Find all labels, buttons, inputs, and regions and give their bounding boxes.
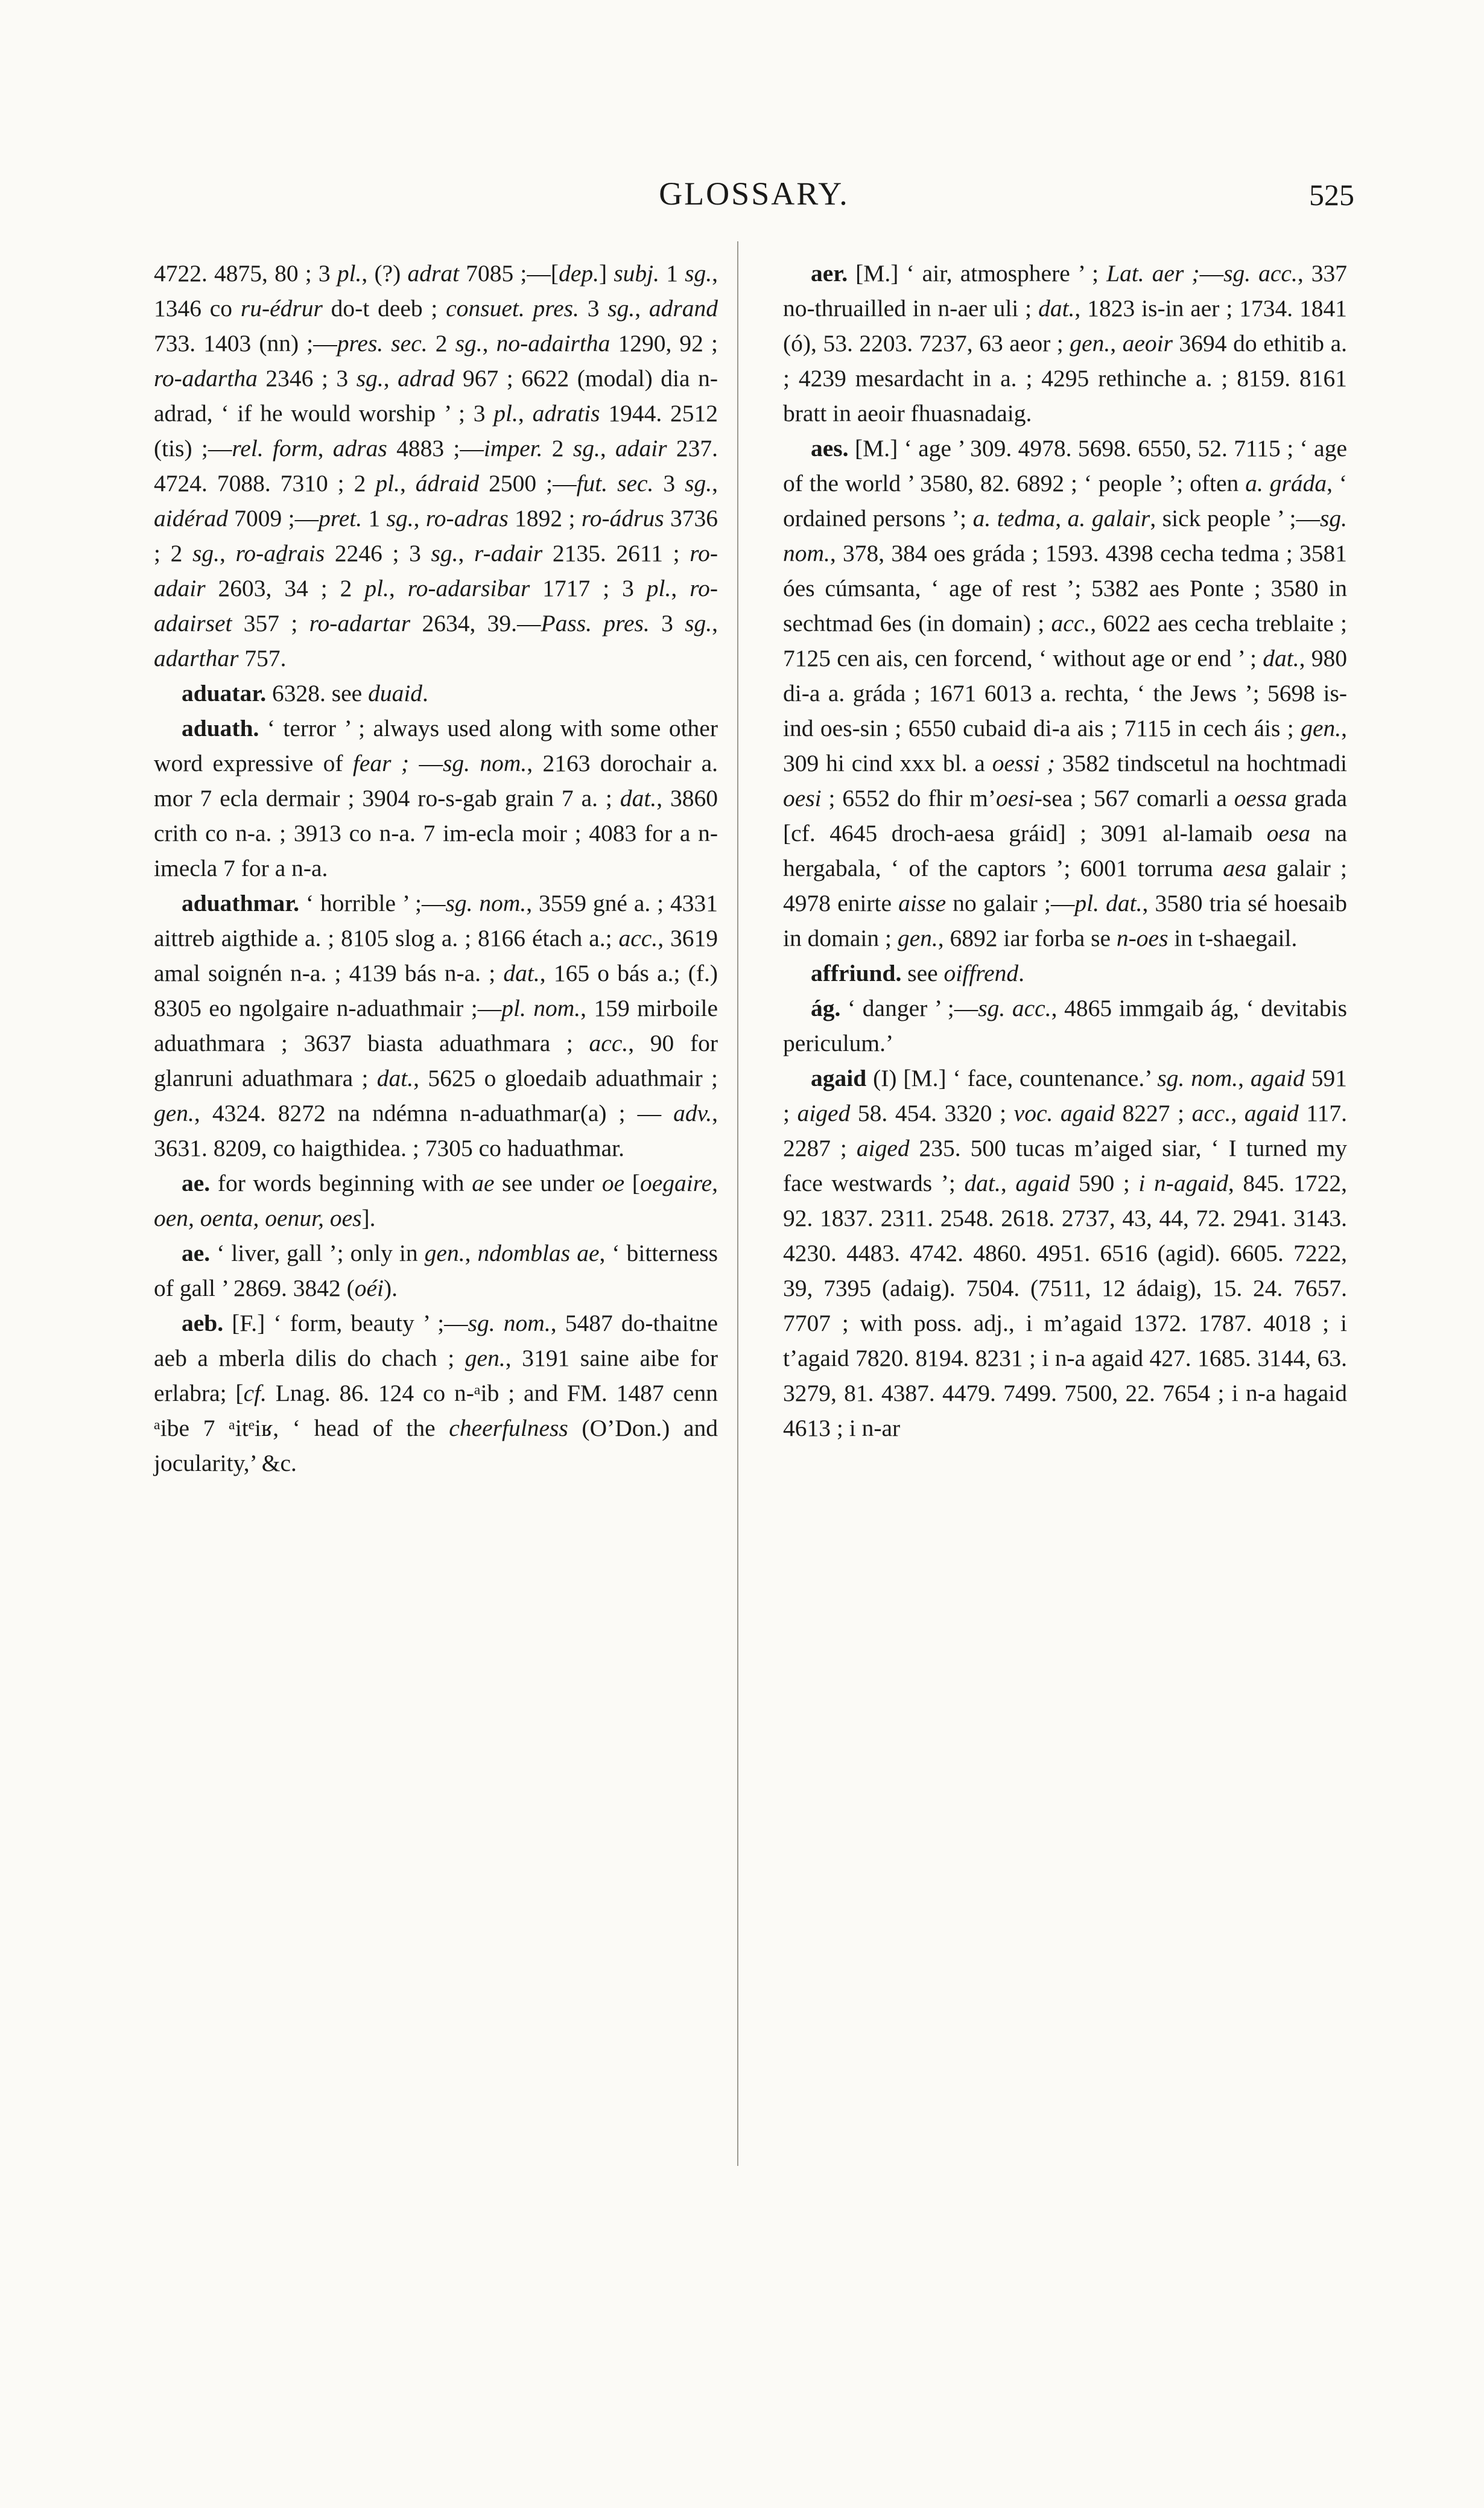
page-title: GLOSSARY. — [659, 176, 849, 212]
glossary-entry: ae. for words beginning with ae see under oe [oegaire, oen, oenta, oenur, oes]. — [154, 1170, 718, 1231]
glossary-entry: aduatar. 6328. see duaid. — [182, 680, 428, 706]
left-column — [154, 256, 718, 1481]
glossary-entry: aduathmar. ‘ horrible ’ ;—sg. nom., 3559 gné a. ; 4331 aittreb aigthide a. ; 8105 slog a. ; 8166 étach a.; acc., 3619 amal soignén n-a. ; 4139 bás n-a. ; dat., 165 o bás a.; (f.) 8305 eo ngolgaire n-aduathmair ;—pl. nom., 159 mirboile aduathmara ; 3637 biasta aduathmara ; acc., 90 for glanruni aduathmara ; dat., 5625 o gloedaib aduathmair ; gen., 4324. 8272 na ndémna n-aduathmar(a) ; — adv., 3631. 8209, co haigthidea. ; 7305 co haduathmar. — [154, 890, 718, 1161]
page-content — [154, 175, 1354, 1481]
glossary-entry: ae. ‘ liver, gall ’; only in gen., ndomblas ae, ‘ bitterness of gall ’ 2869. 3842 (oéi). — [154, 1240, 718, 1301]
glossary-entry: aer. [M.] ‘ air, atmosphere ’ ; Lat. aer ;—sg. acc., 337 no-thruailled in n-aer uli ; dat., 1823 is-in aer ; 1734. 1841 (ó), 53. 2203. 7237, 63 aeor ; gen., aeoir 3694 do ethitib a. ; 4239 mesardacht in a. ; 4295 rethinche a. ; 8159. 8161 bratt in aeoir fhuasnadaig. — [783, 260, 1348, 427]
page-header — [154, 175, 1354, 229]
glossary-entry: agaid (I) [M.] ‘ face, countenance.’ sg. nom., agaid 591 ; aiged 58. 454. 3320 ; voc. agaid 8227 ; acc., agaid 117. 2287 ; aiged 235. 500 tucas m’aiged siar, ‘ I turned my face westwards ’; dat., agaid 590 ; i n-agaid, 845. 1722, 92. 1837. 2311. 2548. 2618. 2737, 43, 44, 72. 2941. 3143. 4230. 4483. 4742. 4860. 4951. 6516 (agid). 6605. 7222, 39, 7395 (adaig). 7504. (7511, 12 ádaig), 15. 24. 7657. 7707 ; with poss. adj., i m’agaid 1372. 1787. 4018 ; i t’agaid 7820. 8194. 8231 ; i n-a agaid 427. 1685. 3144, 63. 3279, 81. 4387. 4479. 7499. 7500, 22. 7654 ; i n-a hagaid 4613 ; i n-ar — [783, 1065, 1348, 1441]
right-column — [783, 256, 1347, 1481]
glossary-entry: 4722. 4875, 80 ; 3 pl., (?) adrat 7085 ;—[dep.] subj. 1 sg., 1346 co ru-édrur do-t deeb ; consuet. pres. 3 sg., adrand 733. 1403 (nn) ;—pres. sec. 2 sg., no-adairtha 1290, 92 ; ro-adartha 2346 ; 3 sg., adrad 967 ; 6622 (modal) dia n-adrad, ‘ if he would worship ’ ; 3 pl., adratis 1944. 2512 (tis) ;—rel. form, adras 4883 ;—imper. 2 sg., adair 237. 4724. 7088. 7310 ; 2 pl., ádraid 2500 ;—fut. sec. 3 sg., aidérad 7009 ;—pret. 1 sg., ro-adras 1892 ; ro-ádrus 3736 ; 2 sg., ro-aḏrais 2246 ; 3 sg., r-adair 2135. 2611 ; ro-adair 2603, 34 ; 2 pl., ro-adarsibar 1717 ; 3 pl., ro-adairset 357 ; ro-adartar 2634, 39.—Pass. pres. 3 sg., adarthar 757. — [154, 260, 718, 671]
page-number: 525 — [1309, 178, 1354, 212]
glossary-entry: aeb. [F.] ‘ form, beauty ’ ;—sg. nom., 5487 do-thaitne aeb a mberla dilis do chach ; gen., 3191 saine aibe for erlabra; [cf. Lnag. 86. 124 co n-ᵃib ; and FM. 1487 cenn ᵃibe 7 ᵃitᵉiʁ, ‘ head of the cheerfulness (O’Don.) and jocularity,’ &c. — [154, 1310, 718, 1476]
text-columns — [154, 256, 1354, 1481]
glossary-entry: aduath. ‘ terror ’ ; always used along with some other word expressive of fear ; —sg. nom., 2163 dorochair a. mor 7 ecla dermair ; 3904 ro-s-gab grain 7 a. ; dat., 3860 crith co n-a. ; 3913 co n-a. 7 im-ecla moir ; 4083 for a n-imecla 7 for a n-a. — [154, 715, 718, 881]
glossary-entry: ág. ‘ danger ’ ;—sg. acc., 4865 immgaib ág, ‘ devitabis periculum.’ — [783, 995, 1347, 1056]
glossary-entry: aes. [M.] ‘ age ’ 309. 4978. 5698. 6550, 52. 7115 ; ‘ age of the world ’ 3580, 82. 6892 ; ‘ people ’; often a. gráda, ‘ ordained persons ’; a. tedma, a. galair, sick people ’ ;—sg. nom., 378, 384 oes gráda ; 1593. 4398 cecha tedma ; 3581 óes cúmsanta, ‘ age of rest ’; 5382 aes Ponte ; 3580 in sechtmad 6es (in domain) ; acc., 6022 aes cecha treblaite ; 7125 cen ais, cen forcend, ‘ without age or end ’ ; dat., 980 di-a a. gráda ; 1671 6013 a. rechta, ‘ the Jews ’; 5698 is-ind oes-sin ; 6550 cubaid di-a ais ; 7115 in cech áis ; gen., 309 hi cind xxx bl. a oessi ; 3582 tindscetul na hochtmadi oesi ; 6552 do fhir m’oesi-sea ; 567 comarli a oessa grada [cf. 4645 droch-aesa gráid] ; 3091 al-lamaib oesa na hergabala, ‘ of the captors ’; 6001 torruma aesa galair ; 4978 enirte aisse no galair ;—pl. dat., 3580 tria sé hoesaib in domain ; gen., 6892 iar forba se n-oes in t-shaegail. — [783, 435, 1348, 951]
glossary-entry: affriund. see oiffrend. — [811, 960, 1025, 986]
